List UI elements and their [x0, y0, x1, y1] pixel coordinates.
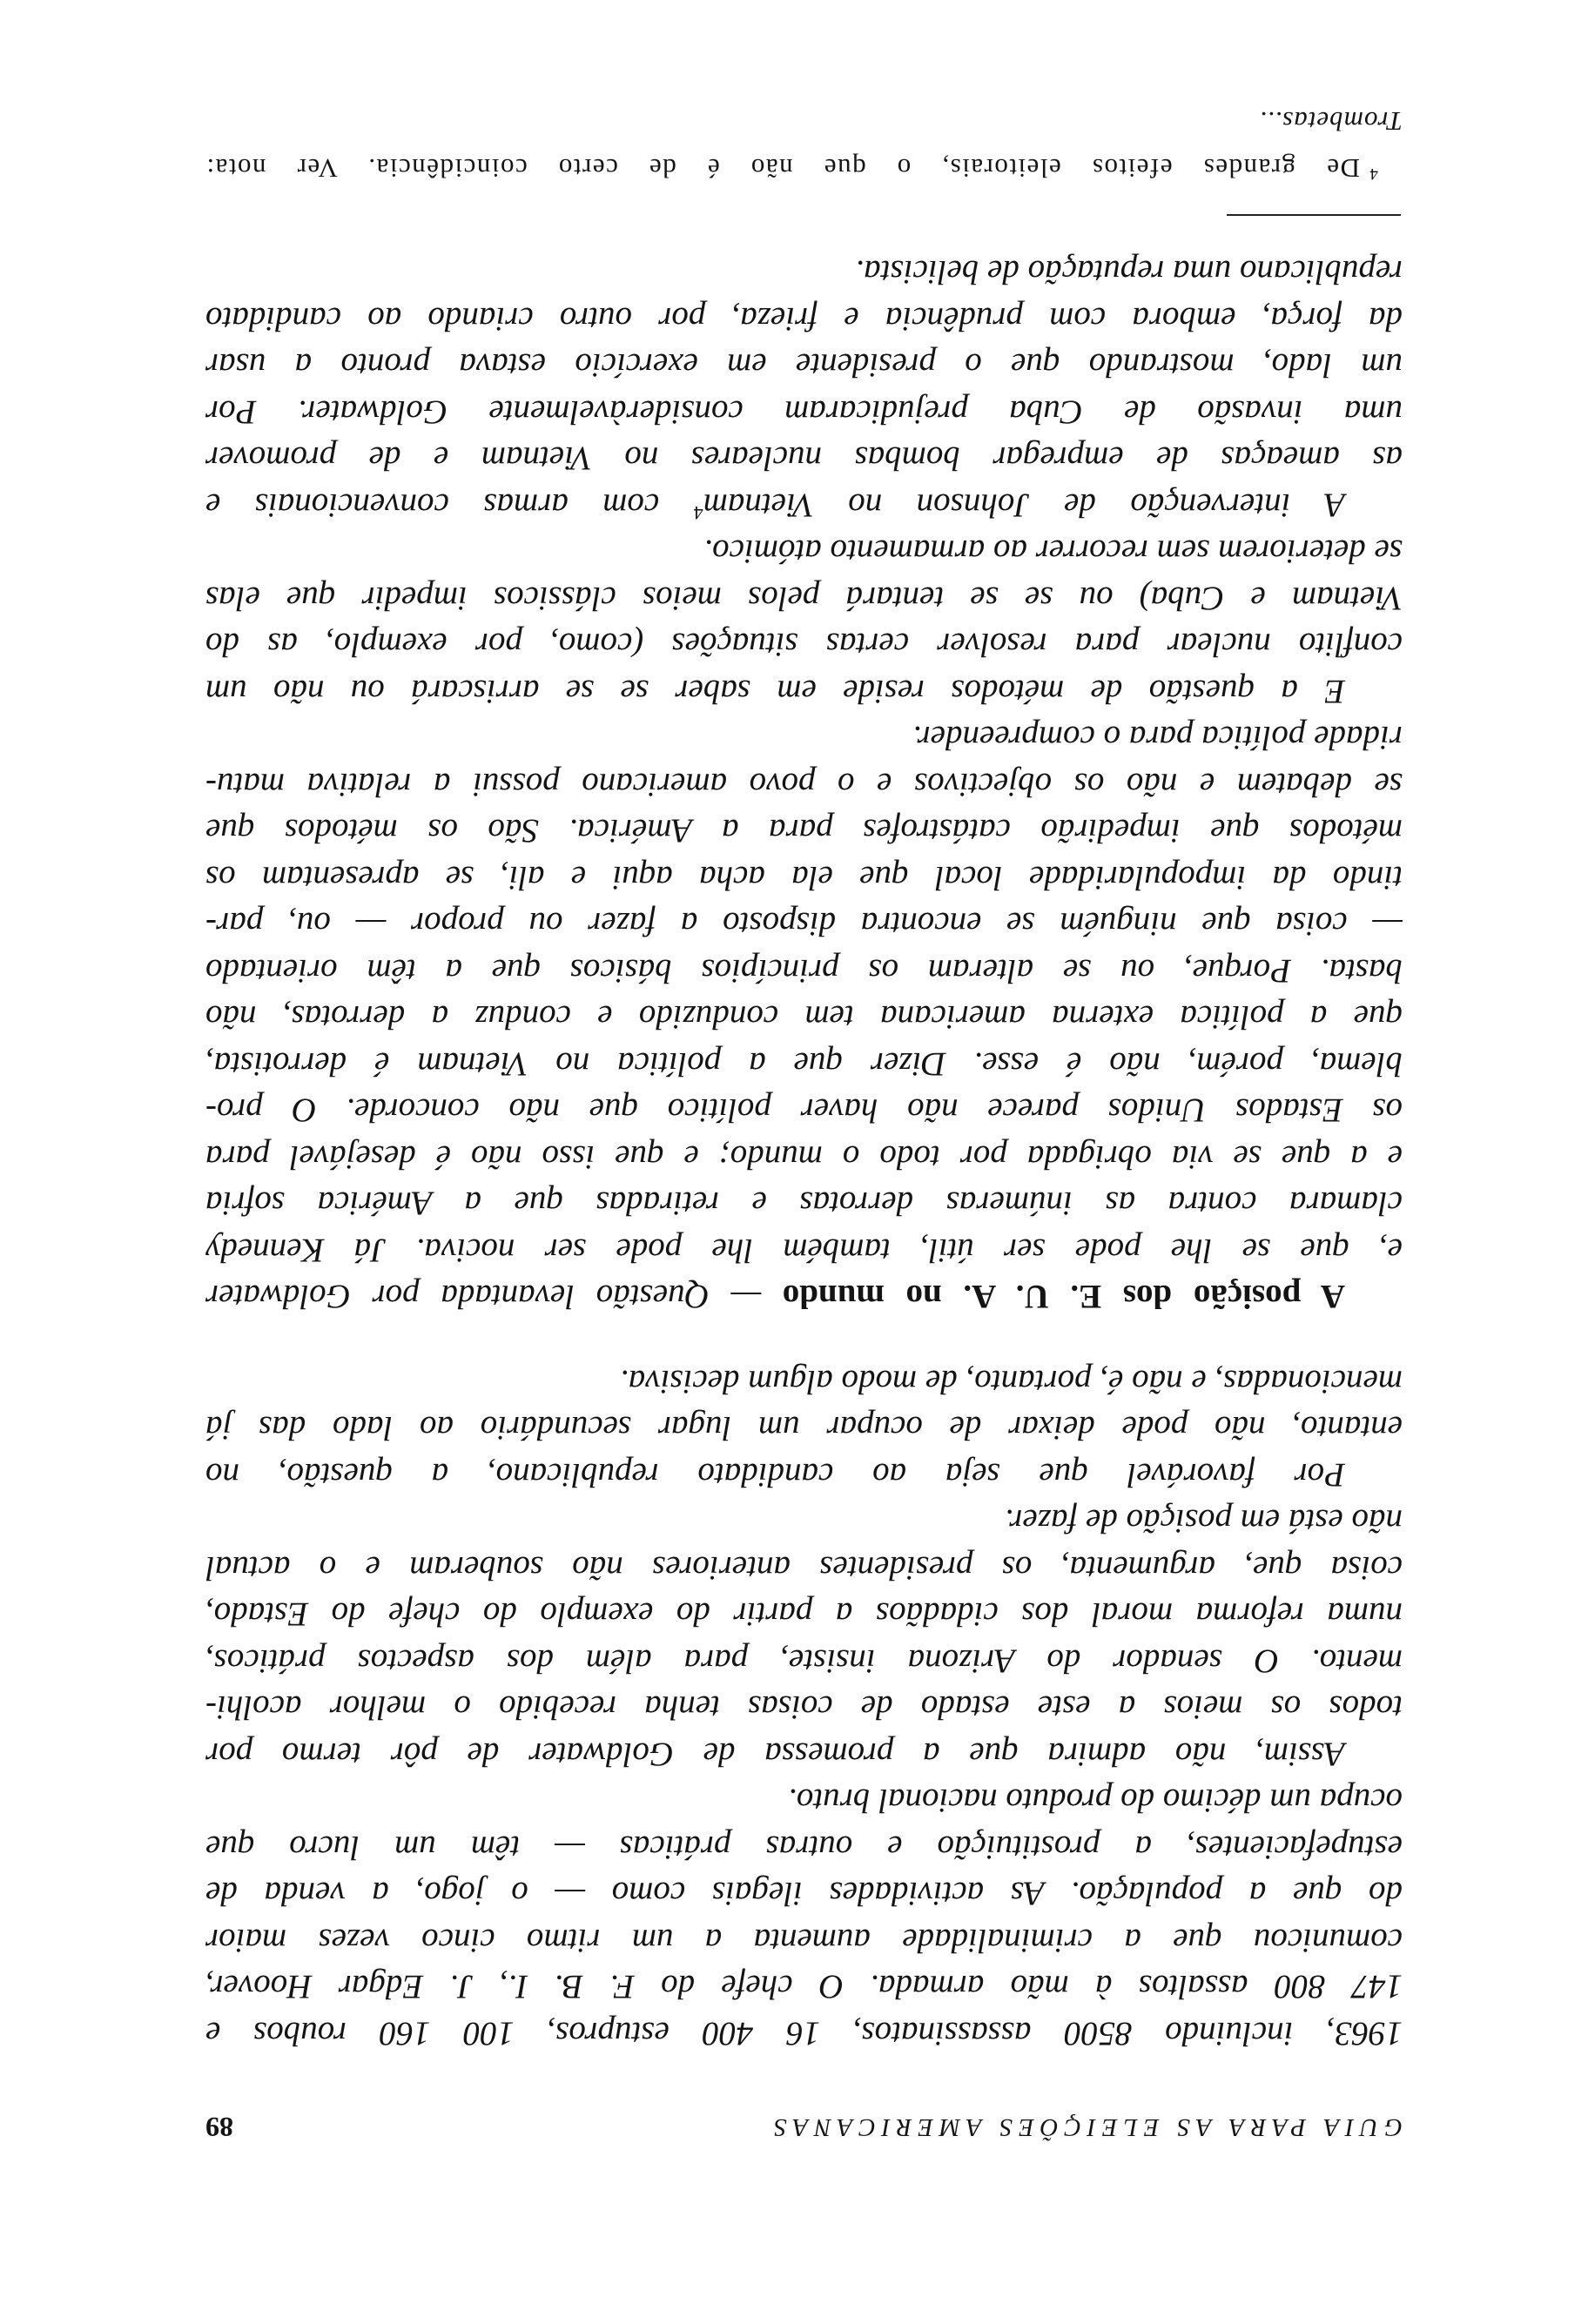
- body-line: conflito nuclear para resolver certas situações (como, por exemplo, as do: [205, 626, 1403, 664]
- running-head: [205, 2108, 1403, 2146]
- body-line: se debatem e não os objectivos e o povo americano possui a relativa matu-: [205, 766, 1403, 803]
- body-line: numa reforma moral dos cidadãos a partir do exemplo do chefe do Estado,: [205, 1595, 1403, 1634]
- body-line: Vietnam e Cuba) ou se se tentará pelos meios clássicos impedir que elas: [205, 580, 1403, 617]
- paragraph: [205, 715, 1403, 1320]
- body-line: mento. O senador do Arizona insiste, para além dos aspectos práticos,: [205, 1642, 1403, 1680]
- body-line: um lado, mostrando que o presidente em exercício estava pronto a usar: [205, 346, 1403, 385]
- body-line: todos os meios a este estado de coisas tenha recebido o melhor acolhi-: [205, 1689, 1403, 1727]
- body-line: comunicou que a criminalidade aumenta a um ritmo cinco vezes maior: [205, 1922, 1403, 1959]
- body-line: — coisa que ninguém se encontra disposto a fazer ou propor — ou, par-: [205, 905, 1403, 944]
- body-line: E a questão de métodos reside em saber se se arriscará ou não um: [205, 673, 1345, 710]
- body-text: [205, 249, 1403, 2057]
- body-line: clamara contra as inúmeras derrotas e retiradas que a América sofria: [205, 1185, 1403, 1223]
- body-line: que a política externa americana tem conduzido e conduz a derrotas, não: [205, 998, 1403, 1037]
- body-line: tindo da impopularidade local que ela acha aqui e ali, se apresentam os: [205, 859, 1403, 897]
- paragraph: [205, 1359, 1403, 1499]
- footnote-text: De grandes efeitos eleitorais, o que não é de certo coincidência. Ver nota:: [205, 153, 1360, 184]
- body-line: estupefacientes, a prostituição e outras práticas — têm um lucro que: [205, 1829, 1403, 1866]
- body-line: do que a população. As actividades ilegais como — o jogo, a venda de: [205, 1875, 1403, 1913]
- paragraph: [205, 1777, 1403, 2057]
- paragraph: [205, 249, 1403, 528]
- body-line: os Estados Unidos parece não haver político que não concorde. O pro-: [205, 1091, 1403, 1130]
- section-heading-title: A posição dos E. U. A. no mundo: [782, 1278, 1345, 1316]
- body-line: ridade política para o compreender.: [912, 719, 1403, 757]
- footnote-line: [205, 144, 1403, 191]
- body-line: Assim, não admira que a promessa de Goldwater de pôr termo por: [205, 1736, 1345, 1773]
- page-number: 89: [205, 2112, 233, 2143]
- body-line: [205, 482, 1403, 529]
- body-line-text: A intervenção de Johnson no Vietnam: [703, 487, 1345, 524]
- body-line: blema, porém, não é esse. Dizer que a política no Vietnam é derrotista,: [205, 1045, 1403, 1083]
- body-line: 1963, incluindo 8500 assassinatos, 16 400 estupros, 100 160 roubos e: [205, 2015, 1403, 2052]
- section-heading-line: [205, 1273, 1403, 1320]
- body-line-text: com armas convencionais e: [205, 487, 660, 524]
- body-line: coisa que, argumenta, os presidentes anteriores não souberam e o actual: [205, 1549, 1403, 1587]
- body-line: da força, embora com prudência e frieza, por outro criando ao candidato: [205, 300, 1403, 338]
- footnote-reference: 4: [693, 502, 703, 524]
- footnote-marker: 4: [1369, 165, 1378, 184]
- body-line: as ameaças de empregar bombas nucleares no Vietnam e de promover: [205, 440, 1403, 478]
- body-line: mencionadas, e não é, portanto, de modo algum decisiva.: [619, 1363, 1403, 1400]
- section-heading-lead: — Questão levantada por Goldwater: [205, 1278, 762, 1316]
- body-line: uma invasão de Cuba prejudicaram consideràvelmente Goldwater. Por: [205, 393, 1403, 431]
- body-line: 147 800 assaltos à mão armada. O chefe do F. B. I., J. Edgar Hoover,: [205, 1968, 1403, 2006]
- running-head-title: GUIA PARA AS ELEIÇÕES AMERICANAS: [768, 2113, 1403, 2141]
- footnote: [205, 97, 1403, 191]
- footnote-rule: [1227, 214, 1401, 216]
- paragraph: [205, 528, 1403, 715]
- paragraph: [205, 1498, 1403, 1777]
- body-line: ocupa um décimo do produto nacional bruto.: [788, 1782, 1403, 1820]
- body-line: se deteriorem sem recorrer ao armamento atómico.: [703, 533, 1403, 571]
- body-line: basta. Porque, ou se alteram os princípios básicos que a têm orientado: [205, 952, 1403, 990]
- body-line: não está em posição de fazer.: [1004, 1502, 1403, 1541]
- footnote-continuation: Trombetas...: [1258, 106, 1403, 137]
- body-line: republicano uma reputação de belicista.: [855, 253, 1403, 292]
- body-line: e a que se via obrigada por todo o mundo; e que isso não é desejável para: [205, 1138, 1403, 1176]
- body-line: entanto, não pode deixar de ocupar um lugar secundário ao lado das já: [205, 1409, 1403, 1447]
- body-line: e, que se lhe pode ser útil, também lhe pode ser nociva. Já Kennedy: [205, 1232, 1403, 1269]
- body-line: Por favorável que seja ao candidato republicano, a questão, no: [205, 1456, 1345, 1494]
- body-line: métodos que impedirão catástrofes para a América. São os métodos que: [205, 812, 1403, 850]
